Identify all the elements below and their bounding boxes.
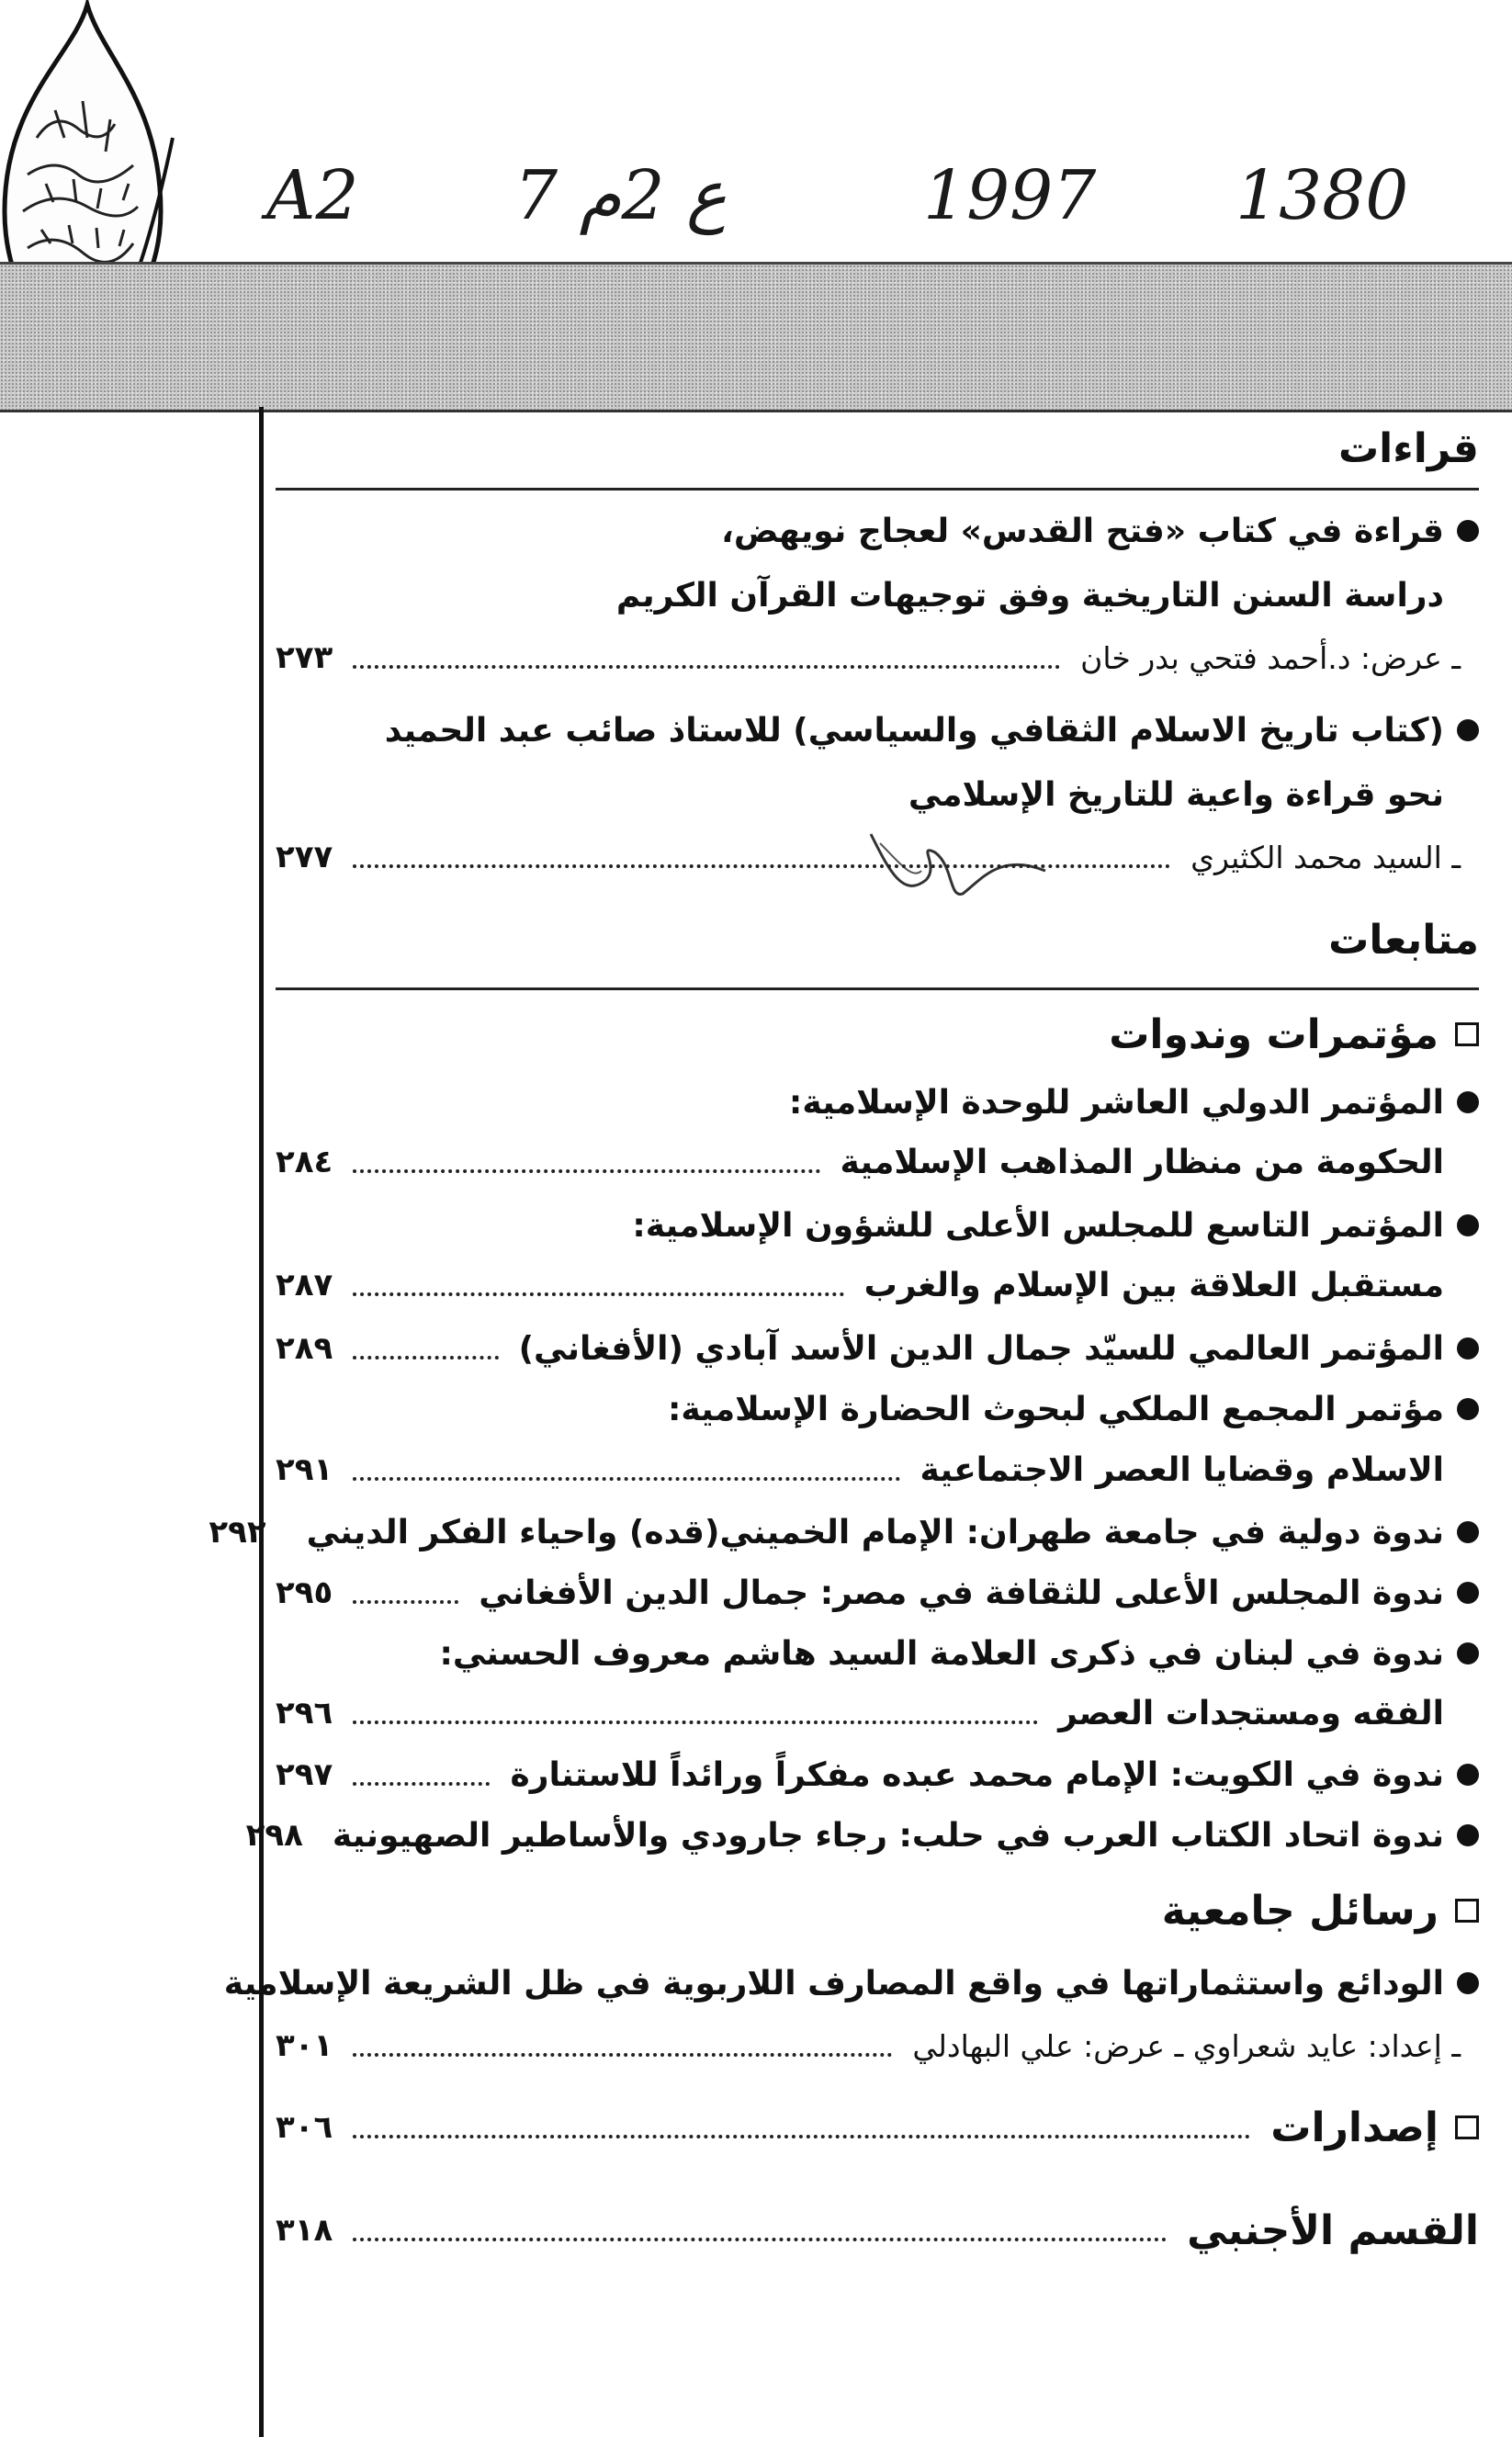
entry-title: ندوة المجلس الأعلى للثقافة في مصر: جمال الدين الأفغاني (479, 1574, 1444, 1612)
checkbox-square-icon (1455, 1899, 1479, 1923)
dot-leader (353, 665, 1060, 669)
entry-subtitle-row (276, 568, 1479, 623)
page-number: ٢٩١ (276, 1451, 333, 1488)
entry-subtitle-row (276, 767, 1479, 822)
entry-subtitle-row[interactable] (276, 1135, 1479, 1189)
dot-leader (353, 1721, 1038, 1724)
dot-leader (353, 1782, 490, 1786)
bullet-icon (1457, 520, 1479, 542)
subsection-conferences (276, 1002, 1479, 1066)
checkbox-square-icon (1455, 2115, 1479, 2139)
entry-title: (كتاب تاريخ الاسلام الثقافي والسياسي) للاستاذ صائب عبد الحميد (384, 711, 1444, 750)
entry-title: ندوة في لبنان في ذكرى العلامة السيد هاشم معروف الحسني: (439, 1634, 1444, 1673)
dot-leader (353, 864, 1170, 868)
page-number: ٣١٨ (276, 2212, 333, 2249)
dot-leader (353, 1477, 899, 1481)
page-number: ٢٩٥ (276, 1574, 333, 1611)
subsection-theses (276, 1877, 1479, 1945)
bullet-icon (1457, 1764, 1479, 1786)
page-number: ٢٩٦ (276, 1695, 333, 1732)
entry-subtitle-row[interactable] (276, 1687, 1479, 1740)
entry-author-row[interactable] (276, 831, 1479, 883)
entry-title: الودائع واستثماراتها في واقع المصارف اللاربوية في ظل الشريعة الإسلامية (223, 1964, 1444, 2003)
entry-title: ندوة دولية في جامعة طهران: الإمام الخميني(قده) واحياء الفكر الديني (306, 1513, 1444, 1551)
toc-entry[interactable] (223, 1956, 1479, 2011)
entry-subtitle-row[interactable] (276, 1443, 1479, 1496)
toc-entry[interactable] (276, 703, 1479, 758)
bullet-icon (1457, 1824, 1479, 1846)
handwritten-code-4: 1380 (1236, 156, 1409, 235)
toc-entry[interactable] (245, 1809, 1479, 1862)
entry-title: ندوة في الكويت: الإمام محمد عبده مفكراً ورائداً للاستنارة (510, 1755, 1444, 1794)
dot-leader (353, 1356, 498, 1360)
subsection-publications[interactable] (276, 2093, 1479, 2161)
entry-title: المؤتمر الدولي العاشر للوحدة الإسلامية: (788, 1083, 1444, 1122)
dot-leader (353, 1169, 819, 1173)
toc-entry[interactable] (276, 503, 1479, 558)
entry-title: المؤتمر العالمي للسيّد جمال الدين الأسد آبادي (الأفغاني) (518, 1329, 1444, 1368)
handwritten-code-3: 1997 (923, 156, 1097, 235)
toc-entry[interactable] (276, 1627, 1479, 1680)
toc-entry[interactable] (276, 1748, 1479, 1801)
handwritten-code-1: A2 (266, 156, 359, 235)
entry-author-row[interactable] (276, 2020, 1479, 2071)
page-number: ٢٧٧ (276, 839, 333, 875)
vertical-rule (259, 407, 264, 2437)
entry-title: قراءة في كتاب «فتح القدس» لعجاج نويهض، (721, 512, 1444, 550)
page-number: ٣٠٦ (276, 2109, 333, 2146)
entry-subtitle: دراسة السنن التاريخية وفق توجيهات القرآن الكريم (615, 576, 1444, 615)
page-number: ٣٠١ (276, 2027, 333, 2064)
page-number: ٢٨٩ (276, 1330, 333, 1367)
table-of-contents (209, 407, 1479, 2435)
toc-entry[interactable] (276, 1566, 1479, 1619)
section-title-readings: قراءات (1337, 425, 1479, 472)
entry-author: ـ إعداد: عايد شعراوي ـ عرض: علي البهادلي (912, 2027, 1461, 2064)
checkbox-square-icon (1455, 1022, 1479, 1046)
page-number: ٢٩٨ (245, 1817, 303, 1854)
bullet-icon (1457, 1582, 1479, 1604)
entry-title: مؤتمر المجمع الملكي لبحوث الحضارة الإسلامية: (667, 1390, 1444, 1428)
page-number: ٢٩٢ (209, 1514, 266, 1551)
toc-entry[interactable] (276, 1199, 1479, 1252)
entry-subtitle-row[interactable] (276, 1258, 1479, 1312)
subsection-title: رسائل جامعية (1161, 1887, 1439, 1935)
bullet-icon (1457, 1337, 1479, 1360)
section-title-followups: متابعات (1328, 917, 1479, 964)
entry-subtitle: الحكومة من منظار المذاهب الإسلامية (840, 1143, 1444, 1181)
entry-subtitle: مستقبل العلاقة بين الإسلام والغرب (863, 1266, 1444, 1304)
page-number: ٢٨٧ (276, 1267, 333, 1303)
header-banner (0, 262, 1512, 412)
bullet-icon (1457, 719, 1479, 741)
bullet-icon (1457, 1642, 1479, 1664)
bullet-icon (1457, 1214, 1479, 1236)
subsection-title: مؤتمرات وندوات (1109, 1010, 1439, 1058)
entry-author: ـ السيد محمد الكثيري (1190, 839, 1461, 875)
entry-subtitle: الفقه ومستجدات العصر (1058, 1694, 1444, 1732)
subsection-title: إصدارات (1270, 2104, 1439, 2151)
entry-title: ندوة اتحاد الكتاب العرب في حلب: رجاء جارودي والأساطير الصهيونية (332, 1816, 1444, 1855)
section-divider (276, 987, 1479, 990)
entry-subtitle: الاسلام وقضايا العصر الاجتماعية (920, 1450, 1444, 1489)
dot-leader (353, 1600, 458, 1604)
dot-leader (353, 2053, 892, 2057)
entry-subtitle: نحو قراءة واعية للتاريخ الإسلامي (908, 775, 1444, 814)
bullet-icon (1457, 1521, 1479, 1543)
toc-entry[interactable] (209, 1506, 1479, 1559)
bullet-icon (1457, 1398, 1479, 1420)
section-divider (276, 488, 1479, 491)
bullet-icon (1457, 1972, 1479, 1994)
page-number: ٢٨٤ (276, 1144, 333, 1180)
dot-leader (353, 2238, 1167, 2241)
foreign-section[interactable] (276, 2196, 1479, 2264)
dot-leader (353, 2135, 1250, 2138)
bullet-icon (1457, 1091, 1479, 1113)
toc-entry[interactable] (276, 1382, 1479, 1436)
entry-title: المؤتمر التاسع للمجلس الأعلى للشؤون الإسلامية: (632, 1206, 1444, 1245)
toc-entry[interactable] (276, 1076, 1479, 1129)
subsection-title: القسم الأجنبي (1187, 2206, 1479, 2254)
dot-leader (353, 1292, 843, 1296)
handwritten-code-2: 7 ع 2م (514, 156, 728, 235)
entry-author: ـ عرض: د.أحمد فتحي بدر خان (1080, 639, 1461, 676)
page-number: ٢٧٣ (276, 639, 333, 676)
page-number: ٢٩٧ (276, 1756, 333, 1793)
entry-author-row[interactable] (276, 632, 1479, 683)
toc-entry[interactable] (276, 1322, 1479, 1375)
